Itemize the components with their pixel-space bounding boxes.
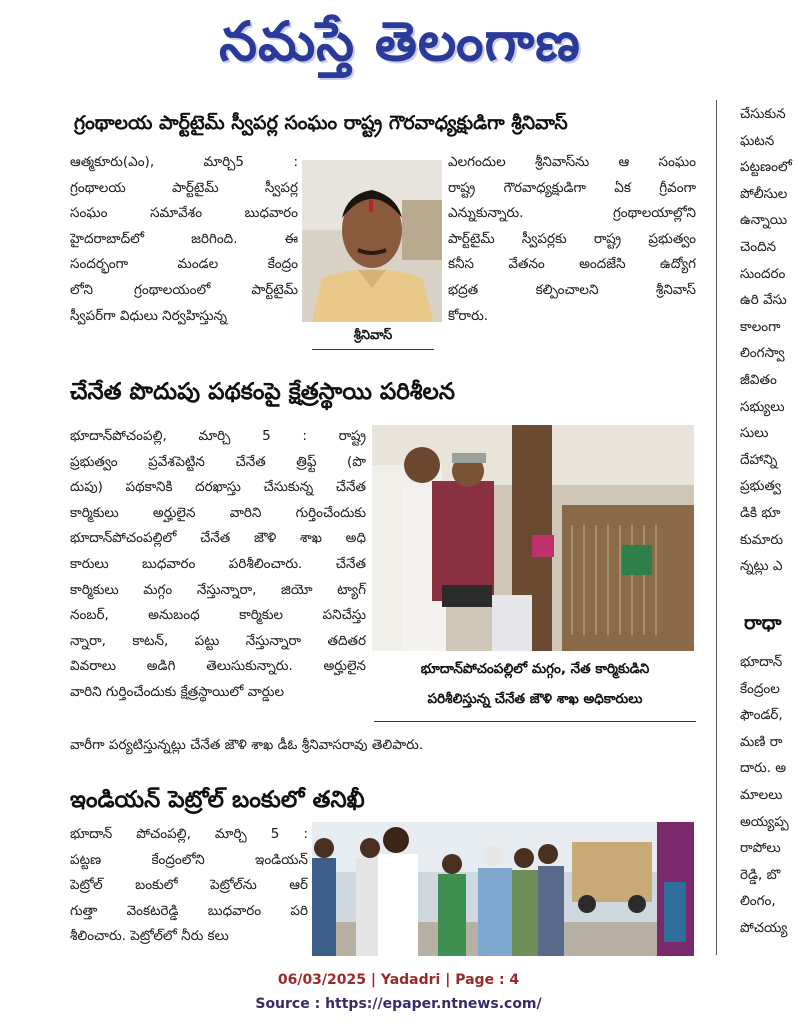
- adjacent-column-line: పట్టణంలో: [740, 159, 792, 176]
- body-line: ప్రభుత్వం ప్రవేశపెట్టిన చేనేత త్రిఫ్ట్ (పొ: [70, 453, 366, 470]
- adjacent-column: [724, 100, 797, 956]
- body-line: శీలించారు. పెట్రోల్‌లో నీరు కలు: [70, 928, 229, 945]
- adjacent-column-line: సుందరం: [740, 265, 786, 282]
- adjacent-column-line: పోచయ్య: [740, 920, 788, 936]
- body-line: భద్రత కల్పించాలని శ్రీనివాస్: [448, 281, 696, 298]
- adjacent-column-line: ఘటన: [740, 132, 775, 149]
- adjacent-column-line: దేహాన్ని: [740, 451, 778, 468]
- adjacent-column-line: మణి రా: [740, 733, 783, 750]
- body-line: కనీస వేతనం అందజేసి ఉద్యోగ: [448, 256, 696, 273]
- adjacent-column-line: చెందిన: [740, 239, 777, 255]
- article2-full-line: వారీగా పర్యటిస్తున్నట్లు చేనేత జౌళి శాఖ డీఓ శ్రీనివాసరావు తెలిపారు.: [70, 737, 424, 753]
- adjacent-column-line: కాలంగా: [740, 318, 781, 335]
- body-line: గుత్తా వెంకటరెడ్డి బుధవారం పరి: [70, 902, 308, 919]
- adjacent-column-line: లింగస్వా: [740, 345, 785, 362]
- body-line: ఎన్నుకున్నారు. గ్రంథాలయాల్లోని: [448, 205, 696, 222]
- body-line: భూదాన్‌పోచంపల్లిలో చేనేత జౌళి శాఖ అధి: [70, 530, 366, 547]
- article3-headline: ఇండియన్ పెట్రోల్ బంకులో తనిఖీ: [70, 787, 365, 813]
- page-meta: 06/03/2025 | Yadadri | Page : 4: [277, 972, 520, 988]
- body-line: గ్రంథాలయ పార్ట్‌టైమ్ స్వీపర్ల: [70, 179, 298, 196]
- body-line: భూదాన్‌పోచంపల్లి, మార్చి 5 : రాష్ట్ర: [70, 428, 366, 444]
- body-line: కారులు బుధవారం పరిశీలించారు. చేనేత: [70, 555, 366, 572]
- adjacent-column-line: లింగం,: [740, 893, 776, 910]
- adjacent-column-line: డికి భూ: [740, 505, 781, 521]
- adjacent-column-line: ప్రభుత్వ: [740, 478, 782, 495]
- source-link[interactable]: Source : https://epaper.ntnews.com/: [255, 996, 542, 1012]
- srinivas-portrait-photo: [302, 160, 442, 322]
- adjacent-column-line: రెడ్డి, బొ: [740, 866, 781, 883]
- body-line: హైదరాబాద్‌లో జరిగింది. ఈ: [70, 230, 298, 247]
- article1-photo-caption: శ్రీనివాస్: [312, 322, 434, 350]
- adjacent-column-line: అయ్యప్ప: [740, 813, 789, 830]
- article3-body-left: [70, 822, 308, 957]
- body-line: కార్మికులు అర్హులైన వారిని గుర్తించేందుకు: [70, 504, 366, 521]
- article1-headline: గ్రంథాలయ పార్ట్‌టైమ్ స్వీపర్ల సంఘం రాష్ట్ర గౌరవాధ్యక్షుడిగా శ్రీనివాస్: [74, 112, 568, 134]
- adjacent-column-line: చేసుకున: [740, 106, 786, 122]
- adjacent-column-line: సులు: [740, 425, 769, 442]
- adjacent-column-line: ఉరి వేసు: [740, 292, 787, 309]
- body-line: పట్టణ కేంద్రంలోని ఇండియన్: [70, 851, 308, 868]
- article2-body-left: [70, 424, 366, 732]
- adjacent-column-line: ఫౌండర్,: [740, 707, 783, 724]
- body-line: దుపు) పథకానికి దరఖాస్తు చేసుకున్న చేనేత: [70, 479, 366, 496]
- adjacent-column-headline: రాధా: [744, 612, 782, 634]
- adjacent-column-line: రాపోలు: [740, 840, 781, 857]
- body-line: స్వీపర్‌గా విధులు నిర్వహిస్తున్న: [70, 307, 228, 324]
- body-line: నంబర్, అనుబంధ కార్మికుల పనిచేస్తు: [70, 607, 366, 624]
- adjacent-column-line: న్నట్లు ఎ: [740, 558, 783, 575]
- article1-body-left: [70, 150, 298, 355]
- body-line: సందర్భంగా మండల కేంద్రం: [70, 256, 298, 273]
- petrol-bunk-inspection-photo: [312, 822, 694, 956]
- body-line: ఆత్మకూరు(ఎం), మార్చి5 :: [70, 154, 298, 170]
- column-divider: [716, 100, 717, 955]
- body-line: భూదాన్ పోచంపల్లి, మార్చి 5 :: [70, 826, 308, 842]
- body-line: వివరాలు అడిగి తెలుసుకున్నారు. అర్హులైన: [70, 658, 366, 675]
- handloom-inspection-photo: [372, 425, 694, 651]
- body-line: కోరారు.: [448, 307, 489, 324]
- body-line: సంఘం సమావేశం బుధవారం: [70, 205, 298, 222]
- adjacent-column-line: ఉన్నాయి: [740, 212, 788, 229]
- adjacent-column-line: జీవితం: [740, 372, 777, 388]
- body-line: కార్మికులు మగ్గం నేస్తున్నారా, జియో ట్యాగ్: [70, 581, 366, 598]
- adjacent-column-line: కుమారు: [740, 531, 784, 548]
- body-line: ఎలగందుల శ్రీనివాస్‌ను ఆ సంఘం: [448, 154, 696, 170]
- adjacent-column-line: కేంద్రంల: [740, 680, 780, 697]
- article1-body-right: [448, 150, 696, 355]
- adjacent-column-line: పోలీసుల: [740, 185, 788, 202]
- adjacent-column-line: దారు. అ: [740, 760, 787, 777]
- body-line: రాష్ట్ర గౌరవాధ్యక్షుడిగా ఏక గ్రీవంగా: [448, 179, 696, 196]
- body-line: వారిని గుర్తించేందుకు క్షేత్రస్థాయిలో వార్డుల: [70, 683, 285, 700]
- article2-body-full: [70, 733, 630, 761]
- article2-caption-line: భూదాన్‌పోచంపల్లిలో మగ్గం, నేత కార్మికుడిని: [420, 661, 650, 677]
- adjacent-column-line: మాలలు: [740, 787, 783, 803]
- adjacent-column-line: భూదాన్: [740, 654, 783, 670]
- adjacent-column-line: సభ్యులు: [740, 398, 785, 415]
- masthead-title: నమస్తే తెలంగాణ: [219, 9, 581, 73]
- article2-headline: చేనేత పొదుపు పథకంపై క్షేత్రస్థాయి పరిశీలన: [70, 379, 456, 405]
- article2-caption-line: పరిశీలిస్తున్న చేనేత జౌళి శాఖ అధికారులు: [427, 691, 643, 707]
- body-line: పెట్రోల్ బంకులో పెట్రోల్‌ను ఆర్: [70, 877, 308, 894]
- article2-photo-caption: [374, 654, 696, 722]
- body-line: పార్ట్‌టైమ్ స్వీపర్లకు రాష్ట్ర ప్రభుత్వం: [448, 230, 696, 247]
- body-line: లోని గ్రంథాలయంలో పార్ట్‌టైమ్: [70, 281, 298, 298]
- body-line: న్నారా, కాటన్, పట్టు నేస్తున్నారా తదితర: [70, 632, 366, 649]
